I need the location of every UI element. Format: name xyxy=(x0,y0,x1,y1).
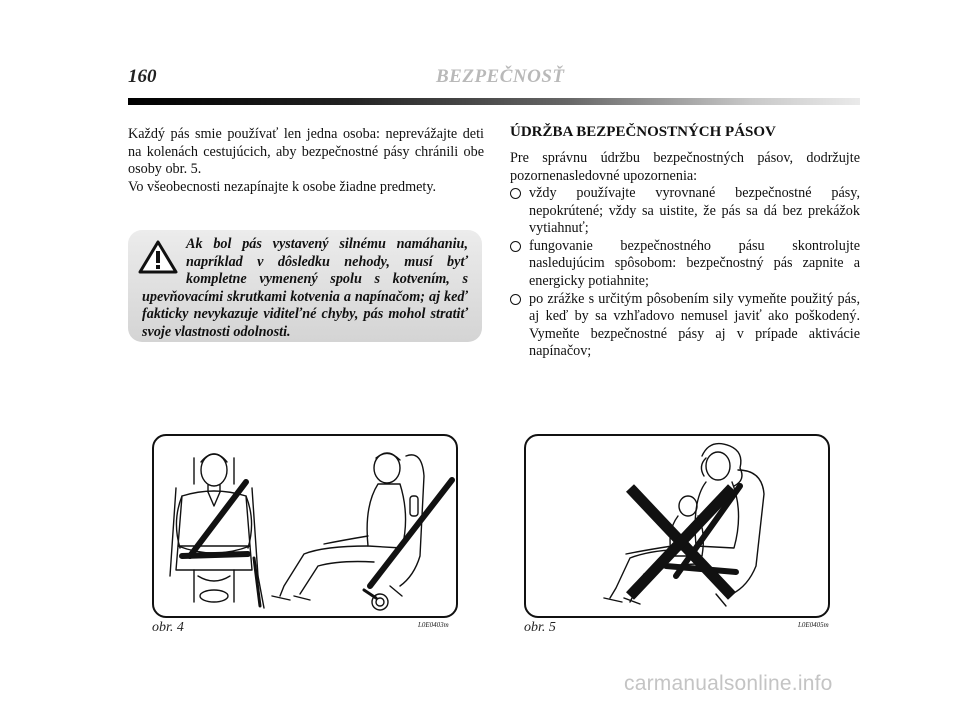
circle-bullet-icon xyxy=(510,241,521,252)
figure-5-frame xyxy=(524,434,830,618)
section-intro: Pre správnu údržbu bezpečnostných pásov, dodržujte pozornenasledovné upozornenia: xyxy=(510,150,860,184)
list-item-text: fungovanie bezpečnostného pásu skontrolujte nasledujúcim spôsobom: bezpečnostný pás zapnite a energicky potiahnite; xyxy=(529,237,860,289)
page-header-title: BEZPEČNOSŤ xyxy=(436,66,565,87)
figure-4-code: L0E0403m xyxy=(418,621,449,629)
warning-message: Ak bol pás vystavený silnému namáhaniu, napríklad v dôsledku nehody, musí byť kompletne vymenený spolu s kotvením, s upevňovacími skrutkami kotvenia a napínačom; aj keď fakticky nevykazuje viditeľné chyby, pás mohol stratiť svoje vlastnosti odolnosti. xyxy=(142,236,468,340)
header-rule xyxy=(128,98,860,105)
warning-text xyxy=(142,236,468,342)
seatbelt-correct-use-illustration xyxy=(154,436,456,616)
paragraph-lap-warning: Každý pás smie používať len jedna osoba: neprevážajte deti na kolenách cestujúcich, aby bezpečnostné pásy chránili obe osoby obr. 5. xyxy=(128,126,484,178)
watermark: carmanualsonline.info xyxy=(624,672,833,695)
list-item-text: vždy používajte vyrovnané bezpečnostné pásy, nepokrútené; vždy sa uistite, že pás sa dá bez prekážok vytiahnuť; xyxy=(529,185,860,237)
circle-bullet-icon xyxy=(510,188,521,199)
figure-5-code: L0E0405m xyxy=(798,621,829,629)
list-item xyxy=(510,291,860,361)
circle-bullet-icon xyxy=(510,294,521,305)
list-item xyxy=(510,238,860,291)
page-number: 160 xyxy=(128,66,157,87)
left-column-text xyxy=(128,126,484,196)
figure-4-frame xyxy=(152,434,458,618)
list-item-text: po zrážke s určitým pôsobením sily vymeňte použitý pás, aj keď by sa vzhľadovo nemusel javiť ako poškodený. Vymeňte bezpečnostné pásy aj v prípade aktivácie napínačov; xyxy=(529,290,860,360)
list-item xyxy=(510,185,860,238)
section-title: ÚDRŽBA BEZPEČNOSTNÝCH PÁSOV xyxy=(510,124,776,140)
paragraph-objects: Vo všeobecnosti nezapínajte k osobe žiadne predmety. xyxy=(128,178,437,195)
maintenance-list xyxy=(510,185,860,361)
figure-4-caption: obr. 4 xyxy=(152,620,184,635)
child-on-lap-prohibited-illustration xyxy=(526,436,828,616)
figure-5-caption: obr. 5 xyxy=(524,620,556,635)
